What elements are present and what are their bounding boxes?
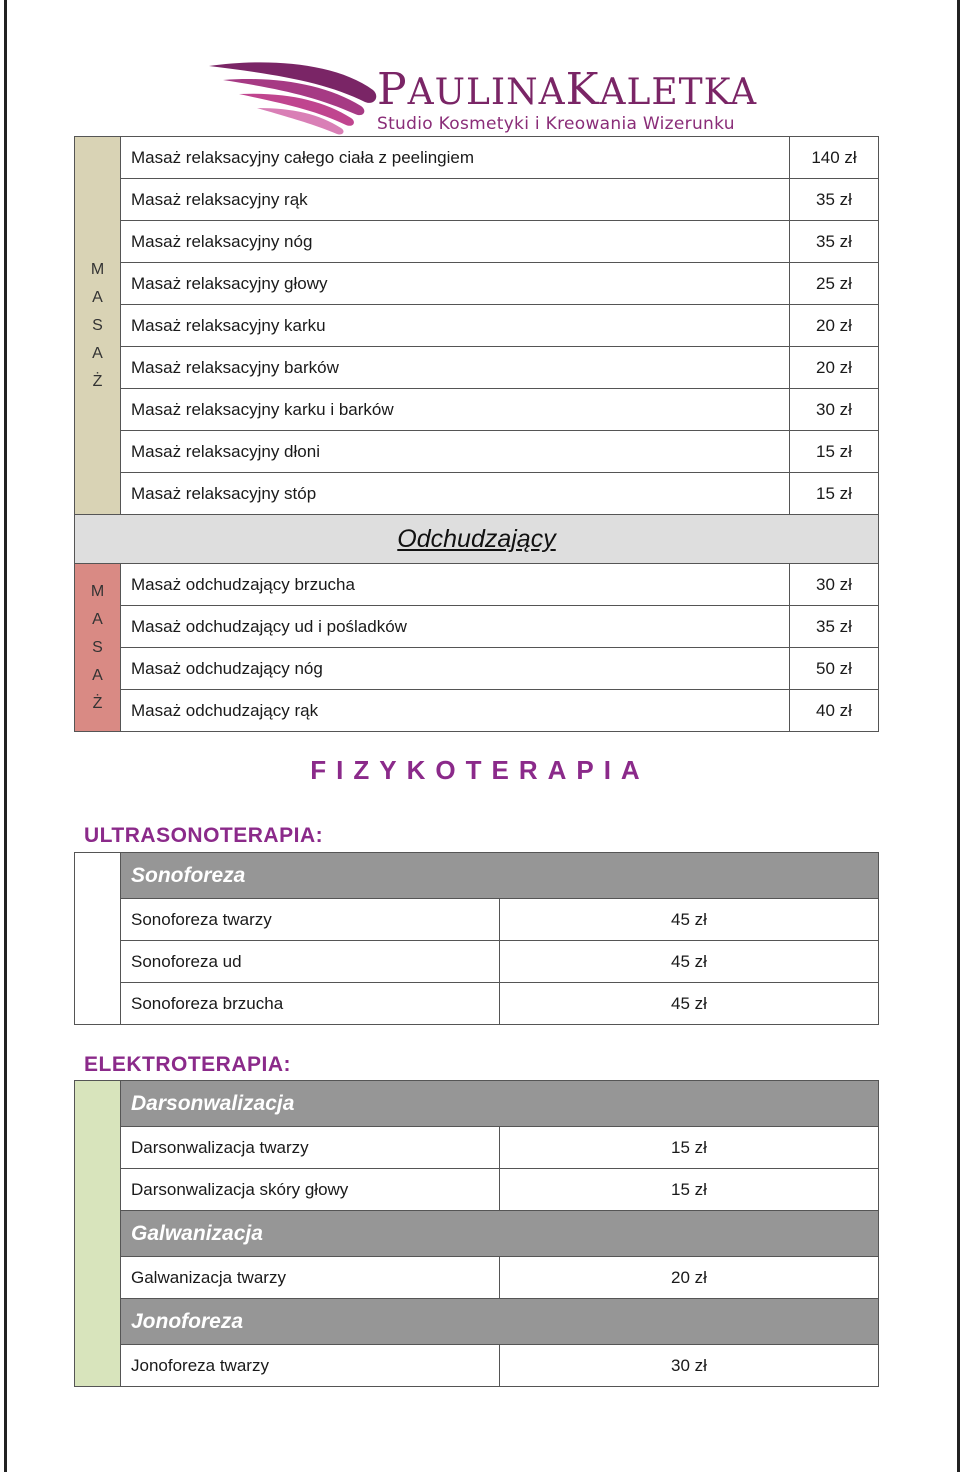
service-name: Masaż relaksacyjny głowy [121,263,790,305]
service-price: 20 zł [790,347,879,389]
ultrasound-heading: ULTRASONOTERAPIA: [84,824,324,847]
service-name: Sonoforeza ud [121,941,500,983]
table-row [75,564,879,606]
service-price: 25 zł [790,263,879,305]
section-banner [75,515,879,564]
table-row [75,983,879,1025]
table-row [75,179,879,221]
service-name: Masaż relaksacyjny rąk [121,179,790,221]
category-title: Darsonwalizacja [121,1081,879,1127]
service-name: Galwanizacja twarzy [121,1257,500,1299]
table-row [75,263,879,305]
electrotherapy-price-table [74,1080,879,1387]
table-row [75,347,879,389]
category-row [75,1081,879,1127]
service-name: Darsonwalizacja skóry głowy [121,1169,500,1211]
table-row [75,690,879,732]
table-row [75,648,879,690]
category-title: Galwanizacja [121,1211,879,1257]
service-name: Darsonwalizacja twarzy [121,1127,500,1169]
service-name: Masaż odchudzający brzucha [121,564,790,606]
service-price: 50 zł [790,648,879,690]
category-row [75,1299,879,1345]
table-row [75,941,879,983]
side-label-slimming: M A S A Ż [75,564,121,732]
service-price: 30 zł [790,564,879,606]
service-name: Masaż relaksacyjny barków [121,347,790,389]
service-price: 35 zł [790,606,879,648]
table-row [75,1257,879,1299]
brand-name: PAULINAKALETKA [377,64,758,115]
service-price: 140 zł [790,137,879,179]
service-name: Masaż odchudzający ud i pośladków [121,606,790,648]
service-name: Masaż relaksacyjny karku [121,305,790,347]
wing-logo-icon [205,56,380,140]
brand-tagline: Studio Kosmetyki i Kreowania Wizerunku [377,114,735,134]
massage-price-table [74,136,879,732]
service-price: 20 zł [790,305,879,347]
section-banner-title: Odchudzający [397,524,556,553]
table-row [75,305,879,347]
service-price: 15 zł [790,431,879,473]
table-row [75,221,879,263]
table-row [75,606,879,648]
table-row [75,473,879,515]
electrotherapy-heading: ELEKTROTERAPIA: [84,1053,291,1076]
service-price: 35 zł [790,179,879,221]
service-price: 20 zł [500,1257,879,1299]
table-row [75,431,879,473]
service-price: 15 zł [790,473,879,515]
service-name: Masaż odchudzający rąk [121,690,790,732]
service-name: Masaż odchudzający nóg [121,648,790,690]
table-row [75,137,879,179]
section-banner-row [75,515,879,564]
physiotherapy-heading: FIZYKOTERAPIA [310,755,650,785]
service-name: Masaż relaksacyjny karku i barków [121,389,790,431]
service-price: 45 zł [500,983,879,1025]
service-price: 15 zł [500,1127,879,1169]
category-row [75,1211,879,1257]
service-price: 45 zł [500,941,879,983]
service-name: Masaż relaksacyjny dłoni [121,431,790,473]
table-row [75,1169,879,1211]
table-row [75,899,879,941]
side-column [75,1081,121,1387]
service-price: 35 zł [790,221,879,263]
side-label-massage: M A S A Ż [75,137,121,515]
category-title: Sonoforeza [121,853,879,899]
side-column [75,853,121,1025]
service-price: 15 zł [500,1169,879,1211]
service-name: Masaż relaksacyjny całego ciała z peelingiem [121,137,790,179]
page-border-left [4,0,7,1472]
table-row [75,1345,879,1387]
service-name: Sonoforeza brzucha [121,983,500,1025]
brand-logo [205,56,775,140]
category-title: Jonoforeza [121,1299,879,1345]
service-name: Masaż relaksacyjny stóp [121,473,790,515]
category-row [75,853,879,899]
service-name: Jonoforeza twarzy [121,1345,500,1387]
service-price: 30 zł [500,1345,879,1387]
service-name: Masaż relaksacyjny nóg [121,221,790,263]
ultrasound-price-table [74,852,879,1025]
table-row [75,1127,879,1169]
service-price: 40 zł [790,690,879,732]
service-name: Sonoforeza twarzy [121,899,500,941]
table-row [75,389,879,431]
service-price: 45 zł [500,899,879,941]
service-price: 30 zł [790,389,879,431]
